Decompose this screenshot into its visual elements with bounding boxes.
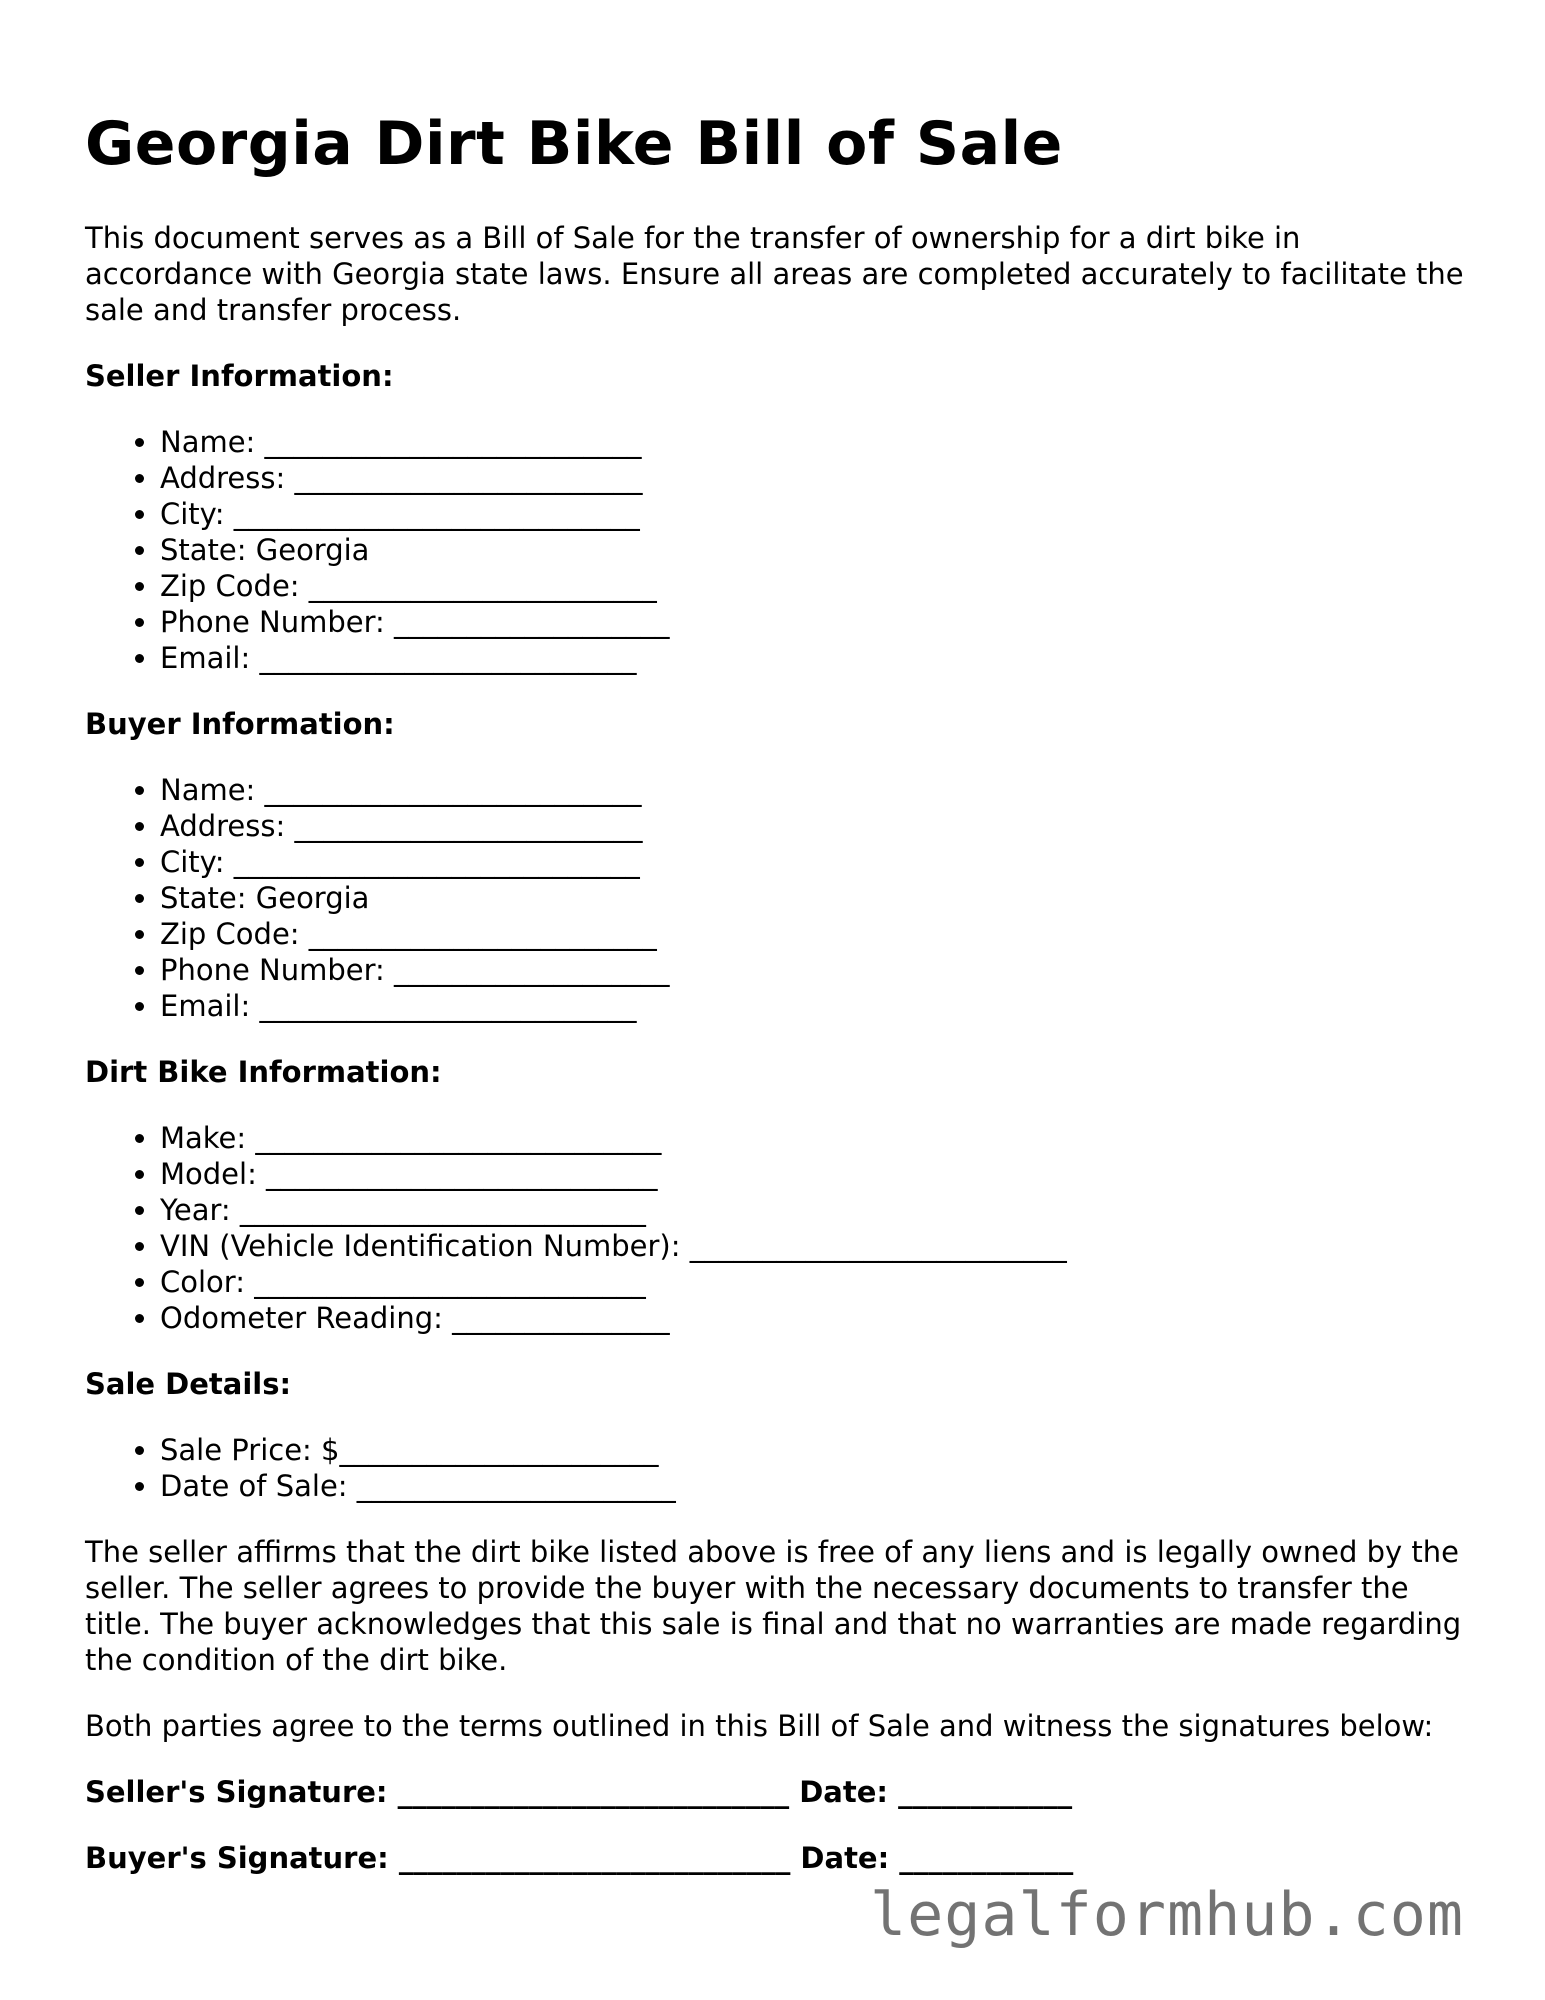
seller-phone-field[interactable]: • Phone Number: ___________________ xyxy=(160,604,1475,640)
buyer-state-field: • State: Georgia xyxy=(160,880,1475,916)
bike-year-field[interactable]: • Year: ____________________________ xyxy=(160,1192,1475,1228)
buyer-address-field[interactable]: • Address: ________________________ xyxy=(160,808,1475,844)
watermark-text: legalformhub.com xyxy=(870,1880,1464,1950)
seller-state-field: • State: Georgia xyxy=(160,532,1475,568)
bike-odometer-field[interactable]: • Odometer Reading: _______________ xyxy=(160,1300,1475,1336)
buyer-name-field[interactable]: • Name: __________________________ xyxy=(160,772,1475,808)
buyer-email-field[interactable]: • Email: __________________________ xyxy=(160,988,1475,1024)
bike-vin-field[interactable]: • VIN (Vehicle Identification Number): __________________________ xyxy=(160,1228,1475,1264)
sale-date-field[interactable]: • Date of Sale: ______________________ xyxy=(160,1468,1475,1504)
seller-signature-line[interactable]: Seller's Signature: ___________________________ Date: ____________ xyxy=(85,1775,1073,1809)
seller-fields-list xyxy=(85,424,1475,676)
buyer-zip-field[interactable]: • Zip Code: ________________________ xyxy=(160,916,1475,952)
buyer-fields-list xyxy=(85,772,1475,1024)
seller-name-field[interactable]: • Name: __________________________ xyxy=(160,424,1475,460)
seller-section-heading: Seller Information: xyxy=(85,359,394,393)
intro-paragraph: This document serves as a Bill of Sale for the transfer of ownership for a dirt bike in accordance with Georgia state laws. Ensure all areas are completed accurately to facilitate the sale and transfer process. xyxy=(85,221,1464,327)
seller-city-field[interactable]: • City: ____________________________ xyxy=(160,496,1475,532)
agreement-paragraph: Both parties agree to the terms outlined in this Bill of Sale and witness the signatures below: xyxy=(85,1709,1434,1743)
sale-price-field[interactable]: • Sale Price: $______________________ xyxy=(160,1432,1475,1468)
seller-address-field[interactable]: • Address: ________________________ xyxy=(160,460,1475,496)
bike-fields-list xyxy=(85,1120,1475,1336)
buyer-city-field[interactable]: • City: ____________________________ xyxy=(160,844,1475,880)
bike-section-heading: Dirt Bike Information: xyxy=(85,1055,442,1089)
sale-fields-list xyxy=(85,1432,1475,1504)
page-title: Georgia Dirt Bike Bill of Sale xyxy=(85,109,1063,179)
bike-make-field[interactable]: • Make: ____________________________ xyxy=(160,1120,1475,1156)
seller-email-field[interactable]: • Email: __________________________ xyxy=(160,640,1475,676)
document-page xyxy=(85,108,1475,1906)
affirmation-paragraph: The seller affirms that the dirt bike listed above is free of any liens and is legally owned by the seller. The seller agrees to provide the buyer with the necessary documents to transfer the title. The buyer acknowledges that this sale is final and that no warranties are made regarding the condition of the dirt bike. xyxy=(85,1535,1462,1677)
seller-zip-field[interactable]: • Zip Code: ________________________ xyxy=(160,568,1475,604)
buyer-phone-field[interactable]: • Phone Number: ___________________ xyxy=(160,952,1475,988)
bike-color-field[interactable]: • Color: ___________________________ xyxy=(160,1264,1475,1300)
buyer-section-heading: Buyer Information: xyxy=(85,707,395,741)
bike-model-field[interactable]: • Model: ___________________________ xyxy=(160,1156,1475,1192)
sale-section-heading: Sale Details: xyxy=(85,1367,292,1401)
buyer-signature-line[interactable]: Buyer's Signature: ___________________________ Date: ____________ xyxy=(85,1841,1074,1875)
